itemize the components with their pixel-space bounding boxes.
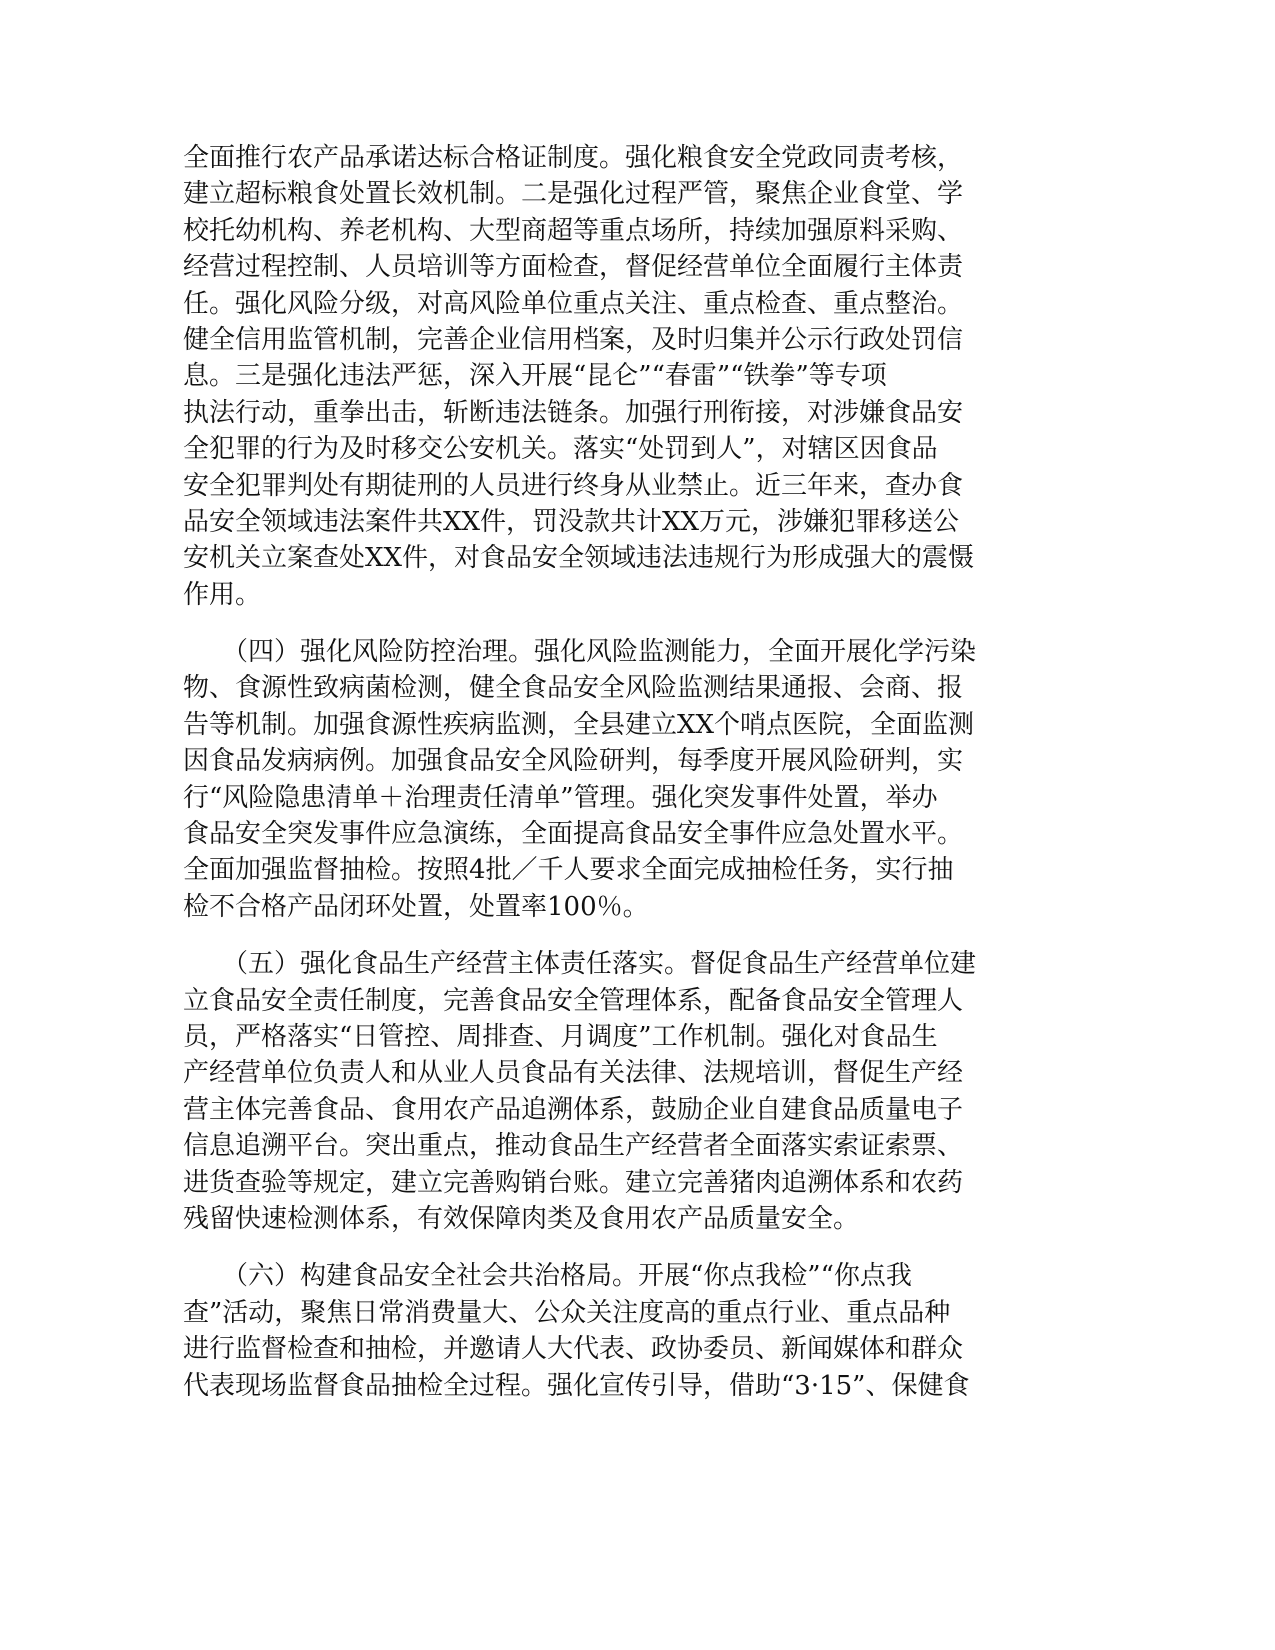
paragraph-section-5	[183, 946, 1083, 1237]
text-line: 全面推行农产品承诺达标合格证制度。强化粮食安全党政同责考核，	[183, 143, 964, 173]
text-line: 品安全领域违法案件共XX件，罚没款共计XX万元，涉嫌犯罪移送公	[183, 506, 960, 537]
text-line: 员，严格落实“日管控、周排查、月调度”工作机制。强化对食品生	[183, 1021, 938, 1052]
text-line: 全面加强监督抽检。按照4批／千人要求全面完成抽检任务，实行抽	[183, 855, 954, 886]
text-line: （四）强化风险防控治理。强化风险监测能力，全面开展化学污染	[183, 637, 977, 668]
text-line: 食品安全突发事件应急演练，全面提高食品安全事件应急处置水平。	[183, 819, 964, 850]
text-line: 安全犯罪判处有期徒刑的人员进行终身从业禁止。近三年来，查办食	[183, 470, 964, 501]
text-line: 物、食源性致病菌检测，健全食品安全风险监测结果通报、会商、报	[183, 673, 964, 704]
paragraph-spacer	[183, 925, 1083, 946]
text-line: 告等机制。加强食源性疾病监测，全县建立XX个哨点医院，全面监测	[183, 709, 975, 740]
text-line: 查”活动，聚焦日常消费量大、公众关注度高的重点行业、重点品种	[183, 1297, 951, 1328]
text-line: 建立超标粮食处置长效机制。二是强化过程严管，聚焦企业食堂、学	[183, 179, 964, 210]
document-body	[183, 140, 1083, 1404]
text-line: 残留快速检测体系，有效保障肉类及食用农产品质量安全。	[183, 1203, 860, 1234]
paragraph-section-6	[183, 1258, 1083, 1404]
text-line: 因食品发病病例。加强食品安全风险研判，每季度开展风险研判，实	[183, 746, 964, 777]
text-line: 进货查验等规定，建立完善购销台账。建立完善猪肉追溯体系和农药	[183, 1167, 964, 1198]
text-line: 任。强化风险分级，对高风险单位重点关注、重点检查、重点整治。	[183, 288, 964, 319]
paragraph-spacer	[183, 613, 1083, 634]
text-line: 校托幼机构、养老机构、大型商超等重点场所，持续加强原料采购、	[183, 215, 964, 246]
paragraph-spacer	[183, 1237, 1083, 1258]
text-line: （五）强化食品生产经营主体责任落实。督促食品生产经营单位建	[183, 949, 977, 980]
text-line: 息。三是强化违法严惩，深入开展“昆仑”“春雷”“铁拳”等专项	[183, 361, 887, 392]
text-line: 产经营单位负责人和从业人员食品有关法律、法规培训，督促生产经	[183, 1058, 964, 1089]
text-line: 检不合格产品闭环处置，处置率100％。	[183, 891, 649, 922]
text-line: 安机关立案查处XX件，对食品安全领域违法违规行为形成强大的震慑	[183, 543, 975, 574]
text-line: 经营过程控制、人员培训等方面检查，督促经营单位全面履行主体责	[183, 252, 964, 283]
paragraph-enforcement	[183, 140, 1083, 613]
text-line: 健全信用监管机制，完善企业信用档案，及时归集并公示行政处罚信	[183, 324, 964, 355]
paragraph-section-4	[183, 634, 1083, 925]
text-line: 营主体完善食品、食用农产品追溯体系，鼓励企业自建食品质量电子	[183, 1094, 964, 1125]
text-line: 立食品安全责任制度，完善食品安全管理体系，配备食品安全管理人	[183, 985, 964, 1016]
text-line: （六）构建食品安全社会共治格局。开展“你点我检”“你点我	[183, 1261, 912, 1292]
text-line: 行“风险隐患清单＋治理责任清单”管理。强化突发事件处置，举办	[183, 782, 938, 813]
text-line: 执法行动，重拳出击，斩断违法链条。加强行刑衔接，对涉嫌食品安	[183, 397, 964, 428]
text-line: 全犯罪的行为及时移交公安机关。落实“处罚到人”，对辖区因食品	[183, 434, 938, 465]
text-line: 代表现场监督食品抽检全过程。强化宣传引导，借助“3·15”、保健食	[183, 1370, 970, 1401]
text-line: 信息追溯平台。突出重点，推动食品生产经营者全面落实索证索票、	[183, 1131, 964, 1162]
text-line: 进行监督检查和抽检，并邀请人大代表、政协委员、新闻媒体和群众	[183, 1334, 964, 1365]
text-line: 作用。	[183, 579, 262, 610]
